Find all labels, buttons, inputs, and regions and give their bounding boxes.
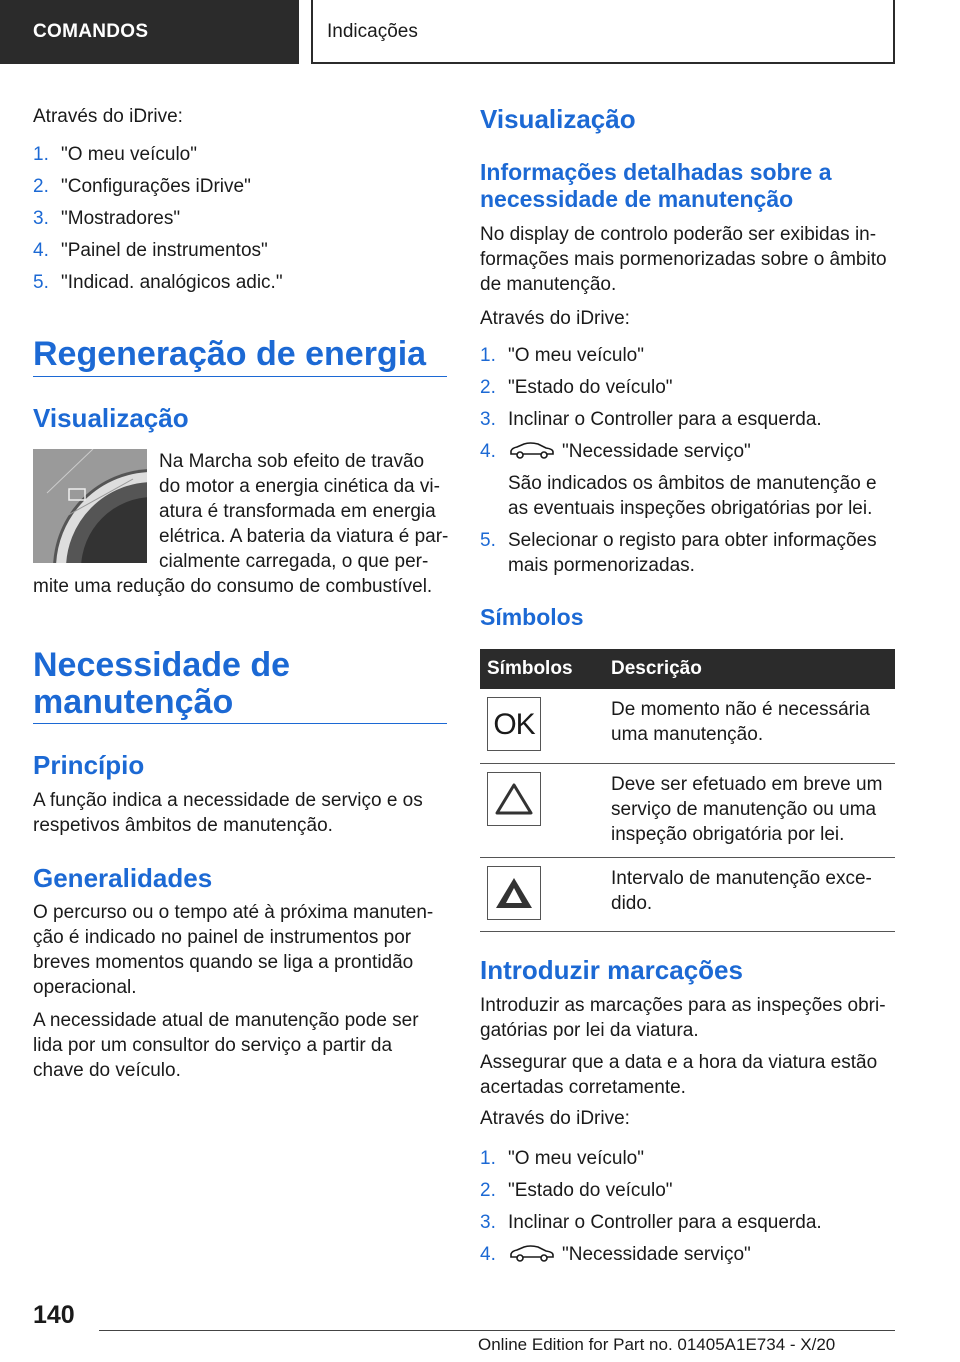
header-section: COMANDOS	[0, 0, 299, 64]
regen-title: Regeneração de energia	[33, 335, 427, 373]
intro-text: Através do iDrive:	[33, 106, 183, 127]
intro-text-2: Através do iDrive:	[480, 308, 630, 329]
general-title: Generalidades	[33, 863, 213, 893]
marks-text-1: Introduzir as marcações para as inspeções obri-gatórias por lei da viatura.	[480, 995, 886, 1041]
detail-title: Informações detalhadas sobre a necessidade de manutenção	[480, 159, 832, 212]
list-item: 1. "O meu veículo"	[480, 345, 644, 366]
vis-title: Visualização	[480, 104, 636, 134]
title-rule	[33, 376, 447, 377]
marks-title: Introduzir marcações	[480, 955, 743, 985]
maint-title-2: manutenção	[33, 683, 234, 721]
general-text-1: O percurso ou o tempo até à próxima manuten-ção é indicado no painel de instrumentos por breves momentos quando se liga a prontidão operacional.	[33, 902, 434, 998]
steps-list-2	[480, 343, 895, 578]
header-subsection: Indicações	[311, 0, 895, 64]
page-number: 140	[33, 1301, 75, 1329]
car-service-icon	[508, 441, 556, 459]
row-description: Deve ser efetuado em breve um serviço de manutenção ou uma inspeção obrigatória por lei.	[604, 763, 895, 857]
regen-subtitle: Visualização	[33, 403, 189, 433]
detail-text: No display de controlo poderão ser exibidas in-formações mais pormenorizadas sobre o âmbito de manutenção.	[480, 224, 887, 295]
symbols-table	[480, 649, 895, 932]
step-note: São indicados os âmbitos de manutenção e as eventuais inspeções obrigatórias por lei.	[508, 473, 877, 519]
list-item: 2. "Configurações iDrive"	[33, 176, 251, 197]
intro-text-3: Através do iDrive:	[480, 1108, 630, 1129]
regen-line-2: do motor a energia cinética da vi-	[159, 476, 440, 497]
steps-list-1	[33, 142, 447, 295]
table-row	[480, 689, 895, 763]
symbols-title: Símbolos	[480, 604, 584, 630]
list-item: 4. "Necessidade serviço" São indicados os âmbitos de manutenção e as eventuais inspeções obrigatórias por lei.	[480, 439, 895, 521]
list-item: 5. Selecionar o registo para obter informações mais pormenorizadas.	[480, 530, 877, 576]
general-text-2: A necessidade atual de manutenção pode ser lida por um consultor do serviço a partir da chave do veículo.	[33, 1010, 419, 1081]
list-item: 1. "O meu veículo"	[480, 1148, 644, 1169]
title-rule	[33, 723, 447, 724]
steps-list-3	[480, 1146, 895, 1267]
regen-line-5: cialmente carregada, o que per-	[159, 551, 429, 572]
row-description: De momento não é necessária uma manutenção.	[604, 689, 895, 763]
list-item: 2. "Estado do veículo"	[480, 377, 673, 398]
gauge-image	[33, 449, 147, 563]
ok-symbol: OK	[487, 697, 541, 751]
principle-title: Princípio	[33, 750, 145, 780]
col-header-description: Descrição	[604, 649, 895, 689]
regen-line-3: atura é transformada em energia	[159, 501, 436, 522]
list-item: 3. Inclinar o Controller para a esquerda.	[480, 409, 822, 430]
principle-text: A função indica a necessidade de serviço e os respetivos âmbitos de manutenção.	[33, 790, 423, 836]
warning-triangle-filled-icon	[487, 866, 541, 920]
list-item: 3. "Mostradores"	[33, 208, 181, 229]
regen-line-1: Na Marcha sob efeito de travão	[159, 451, 425, 472]
list-item: 4. "Necessidade serviço"	[480, 1244, 751, 1265]
list-item: 1. "O meu veículo"	[33, 144, 197, 165]
row-description: Intervalo de manutenção exce-dido.	[604, 857, 895, 931]
regen-line-4: elétrica. A bateria da viatura é par-	[159, 526, 449, 547]
list-item: 4. "Painel de instrumentos"	[33, 240, 268, 261]
list-item: 5. "Indicad. analógicos adic."	[33, 272, 283, 293]
table-row	[480, 763, 895, 857]
col-header-symbols: Símbolos	[480, 649, 604, 689]
list-item: 2. "Estado do veículo"	[480, 1180, 673, 1201]
table-row	[480, 857, 895, 931]
footer-rule	[99, 1330, 895, 1331]
marks-text-2: Assegurar que a data e a hora da viatura estão acertadas corretamente.	[480, 1052, 878, 1098]
regen-line-6: mite uma redução do consumo de combustível.	[33, 576, 433, 597]
car-service-icon	[508, 1244, 556, 1262]
warning-triangle-icon	[487, 772, 541, 826]
footer-edition: Online Edition for Part no. 01405A1E734 - X/20	[478, 1335, 836, 1354]
list-item: 3. Inclinar o Controller para a esquerda.	[480, 1212, 822, 1233]
maint-title-1: Necessidade de	[33, 646, 291, 684]
